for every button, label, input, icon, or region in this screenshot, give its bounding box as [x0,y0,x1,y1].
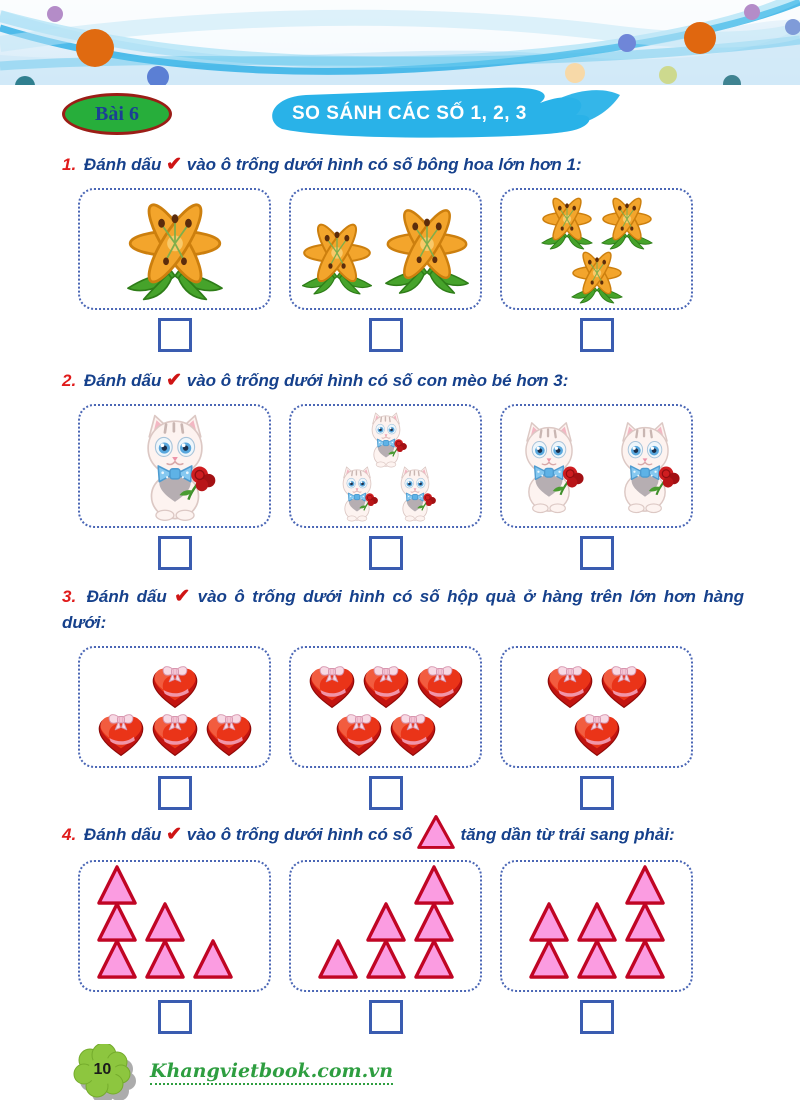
item-column [317,938,359,980]
picture-panel [500,646,693,810]
question-number: 4. [62,825,77,844]
triangle-image [413,938,455,980]
answer-checkbox[interactable] [158,1000,192,1034]
banner-waves-graphic [0,0,800,85]
picture-panel [78,404,271,570]
question-text-post: tăng dần từ trái sang phải: [460,825,675,844]
gift-image [92,702,150,760]
picture-panel [289,646,482,810]
triangle-image [365,901,407,943]
triangle-image [528,938,570,980]
item-column [365,901,407,980]
checkmark-icon: ✔ [174,586,191,607]
gift-image [330,702,388,760]
question-text-pre: Đánh dấu [83,825,162,844]
item-row [537,192,657,252]
picture-box [500,860,693,992]
cat-image [597,418,693,514]
question-2-text [62,368,744,394]
question-text-mid: vào ô trống dưới hình có số hộp quà ở hàng trên lớn hơn hàng dưới: [62,587,744,632]
triangle-image [576,938,618,980]
item-row [332,702,440,760]
item-row [328,464,444,522]
picture-box [289,646,482,768]
page-footer [72,1044,800,1100]
gift-image [200,702,258,760]
decorative-banner [0,0,800,85]
question-number: 3. [62,587,77,606]
flower-image [597,192,657,252]
triangle-image [192,938,234,980]
item-column [96,864,138,980]
question-text-pre: Đánh dấu [83,371,162,390]
picture-box [500,188,693,310]
triangle-image [624,938,666,980]
flower-image [296,216,378,298]
triangle-image [624,901,666,943]
lesson-badge [62,93,172,135]
gift-image [384,702,442,760]
triangle-image [365,938,407,980]
flower-image [378,200,476,298]
flower-image [119,193,231,305]
answer-checkbox[interactable] [580,536,614,570]
item-column [528,901,570,980]
picture-box [500,646,693,768]
flower-image [537,192,597,252]
triangle-image [413,901,455,943]
gift-image [568,702,626,760]
question-text-pre: Đánh dấu [83,155,162,174]
page-number-badge [72,1044,138,1100]
triangle-image [96,901,138,943]
item-column [144,901,186,980]
cat-image [119,410,231,522]
question-text-pre: Đánh dấu [86,587,167,606]
triangle-image [96,864,138,906]
question-3-panels [78,646,694,810]
item-row [501,418,693,514]
publisher-website-link[interactable]: Khangvietbook.com.vn [150,1060,393,1085]
item-row [119,193,231,305]
triangle-image [576,901,618,943]
triangle-image [528,901,570,943]
answer-checkbox[interactable] [369,776,403,810]
picture-box [78,404,271,528]
item-row [567,246,627,306]
gift-image [146,702,204,760]
lesson-badge-label: Bài 6 [95,102,139,125]
answer-checkbox[interactable] [369,536,403,570]
question-2 [0,368,800,570]
picture-box [289,404,482,528]
triangle-image [413,864,455,906]
answer-checkbox[interactable] [369,1000,403,1034]
picture-panel [78,860,271,1034]
item-row [357,410,415,468]
question-2-panels [78,404,694,570]
question-text-mid: vào ô trống dưới hình có số con mèo bé hơn 3: [186,371,569,390]
item-column [576,901,618,980]
picture-box [78,188,271,310]
question-1 [0,152,800,352]
triangle-icon [416,814,456,850]
picture-panel [78,188,271,352]
question-4 [0,814,800,1034]
item-row [94,702,256,760]
flower-image [567,246,627,306]
answer-checkbox[interactable] [580,318,614,352]
question-number: 2. [62,371,77,390]
picture-box [500,404,693,528]
question-4-text [62,814,744,850]
picture-panel [78,646,271,810]
question-1-text [62,152,744,178]
item-column [192,938,234,980]
question-4-panels [78,860,694,1034]
picture-panel [289,860,482,1034]
triangle-image [144,938,186,980]
item-row [119,410,231,522]
lesson-title-bubble [258,85,626,143]
picture-panel [289,404,482,570]
answer-checkbox[interactable] [580,1000,614,1034]
picture-box [78,860,271,992]
item-row [296,200,476,298]
checkmark-icon: ✔ [166,370,183,391]
answer-checkbox[interactable] [158,536,192,570]
picture-panel [500,404,693,570]
triangle-image [96,938,138,980]
question-3 [0,584,800,810]
question-3-text [62,584,744,636]
cat-image [386,464,444,522]
lesson-title: SO SÁNH CÁC SỐ 1, 2, 3 [292,103,527,124]
page-number: 10 [93,1061,112,1079]
answer-checkbox[interactable] [158,776,192,810]
question-1-panels [78,188,694,352]
picture-box [289,860,482,992]
triangle-image [317,938,359,980]
checkmark-icon: ✔ [166,824,183,845]
cat-image [501,418,597,514]
triangle-image [144,901,186,943]
item-column [413,864,455,980]
cat-image [328,464,386,522]
question-number: 1. [62,155,77,174]
picture-panel [289,188,482,352]
answer-checkbox[interactable] [158,318,192,352]
cat-image [357,410,415,468]
checkmark-icon: ✔ [166,154,183,175]
picture-box [78,646,271,768]
item-column [624,864,666,980]
answer-checkbox[interactable] [580,776,614,810]
item-row [570,702,624,760]
answer-checkbox[interactable] [369,318,403,352]
lesson-header [62,91,800,137]
picture-panel [500,860,693,1034]
question-text-mid: vào ô trống dưới hình có số bông hoa lớn hơn 1: [186,155,582,174]
question-text-mid: vào ô trống dưới hình có số [186,825,413,844]
picture-panel [500,188,693,352]
triangle-image [624,864,666,906]
picture-box [289,188,482,310]
